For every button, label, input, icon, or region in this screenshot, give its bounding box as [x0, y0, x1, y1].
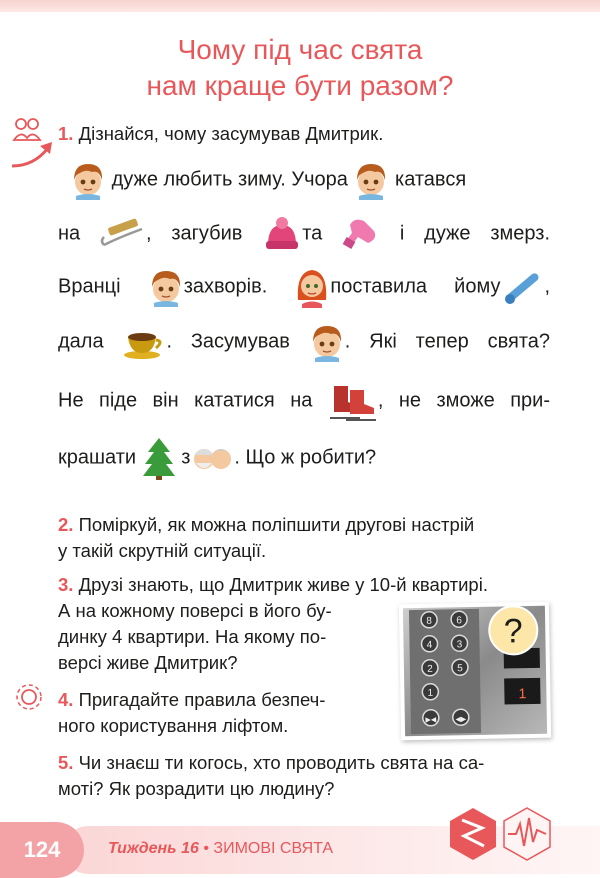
elevator-button-9: ◀▶ — [455, 716, 467, 724]
sled-icon — [100, 215, 146, 253]
task1-number: 1. — [58, 123, 74, 144]
task1-line-6 — [58, 436, 376, 480]
task1-l1a: дуже любить зиму. Учора — [111, 168, 348, 191]
task1-line-1 — [70, 160, 466, 200]
christmas-tree-icon — [142, 436, 176, 480]
elevator-button-6: 5 — [457, 663, 463, 675]
task3-line-3: динку 4 квартири. На якому по- — [58, 626, 327, 647]
elevator-button-7: 1 — [427, 687, 434, 699]
boy-icon — [309, 322, 345, 362]
task1-l3a: Вранці — [58, 275, 121, 298]
tea-cup-icon — [122, 323, 166, 361]
task1-l6c: . Що ж робити? — [234, 446, 377, 469]
title-line-1: Чому під час свята — [177, 34, 423, 65]
task1-line-3 — [58, 266, 550, 308]
task1-l2c: та — [302, 222, 323, 245]
boy-icon — [148, 267, 184, 307]
page-title — [0, 32, 600, 104]
task1-l6b: з — [181, 446, 191, 469]
task1-l1b: катався — [395, 168, 467, 191]
task1-l2d: і дуже змерз. — [399, 222, 551, 245]
task3-line-2: А на кожному поверсі в його бу- — [58, 600, 332, 621]
task1-l4a: дала — [58, 330, 104, 353]
task1-l6a: крашати — [58, 446, 137, 469]
mitten-icon — [342, 215, 380, 253]
thermometer-icon — [500, 267, 544, 307]
mother-icon — [294, 266, 330, 308]
task1-l3c: поставила йому — [330, 275, 501, 298]
task1-l4c: . Які тепер свята? — [344, 330, 551, 353]
boy-icon — [70, 160, 106, 200]
skates-icon — [328, 380, 378, 422]
task2-number: 2. — [58, 514, 74, 535]
lightning-icon — [448, 806, 498, 862]
task3-line-1: Друзі знають, що Дмитрик живе у 10-й квартирі. — [78, 574, 488, 595]
task1-l5b: , не зможе при- — [377, 389, 551, 412]
elevator-photo — [399, 602, 551, 741]
task1-l3b: захворів. — [183, 275, 268, 298]
task5-line-1: Чи знаєш ти когось, хто проводить свята на са- — [78, 752, 485, 773]
task1-l4b: . Засумував — [166, 330, 290, 353]
task4-number: 4. — [58, 689, 74, 710]
task4-line-2: ного користування ліфтом. — [58, 715, 289, 736]
elevator-panel-icon — [399, 602, 551, 741]
footer-week: Тиждень 16 — [108, 840, 199, 857]
task2 — [58, 512, 474, 564]
gear-icon — [14, 682, 44, 712]
task3-number: 3. — [58, 574, 74, 595]
task1-l2b: , загубив — [145, 222, 243, 245]
elevator-button-4: 3 — [456, 639, 463, 651]
task5-line-2: моті? Як розрадити цю людину? — [58, 778, 335, 799]
footer-dot: • — [198, 840, 214, 857]
task1-heading — [58, 123, 383, 145]
task4 — [58, 687, 325, 739]
elevator-button-5: 2 — [427, 663, 433, 675]
task1-heading-text: Дізнайся, чому засумував Дмитрик. — [78, 123, 384, 144]
task1-line-2 — [58, 215, 550, 253]
elevator-button-3: 4 — [426, 639, 433, 651]
footer-topic: ЗИМОВІ СВЯТА — [213, 840, 334, 857]
floor-display: 1 — [518, 685, 527, 702]
task5 — [58, 750, 484, 802]
elevator-button-8: ▶◀ — [425, 716, 437, 724]
reading-pair-icon — [12, 116, 42, 142]
page-number: 124 — [0, 822, 84, 878]
top-bar — [0, 0, 600, 12]
arrow-icon — [10, 140, 56, 168]
task2-line-1: Поміркуй, як можна поліпшити другові настрій — [78, 514, 475, 535]
task1-l3d: , — [544, 275, 551, 298]
question-mark: ? — [503, 612, 524, 651]
task5-number: 5. — [58, 752, 74, 773]
task4-line-1: Пригадайте правила безпеч- — [78, 689, 326, 710]
heartbeat-icon — [502, 806, 552, 862]
elevator-button-1: 8 — [426, 615, 433, 627]
task1-l5a: Не піде він кататися на — [58, 389, 313, 412]
boy-icon — [353, 160, 389, 200]
hat-icon — [262, 215, 302, 253]
footer-caption — [108, 840, 333, 858]
title-line-2: нам краще бути разом? — [146, 70, 454, 101]
task2-line-2: у такій скрутній ситуації. — [58, 540, 267, 561]
task1-line-4 — [58, 322, 550, 362]
elevator-button-2: 6 — [456, 615, 462, 627]
task1-l2a: на — [58, 222, 81, 245]
grandparents-icon — [190, 439, 234, 477]
task3-line-4: версі живе Дмитрик? — [58, 652, 238, 673]
task1-line-5 — [58, 380, 550, 422]
